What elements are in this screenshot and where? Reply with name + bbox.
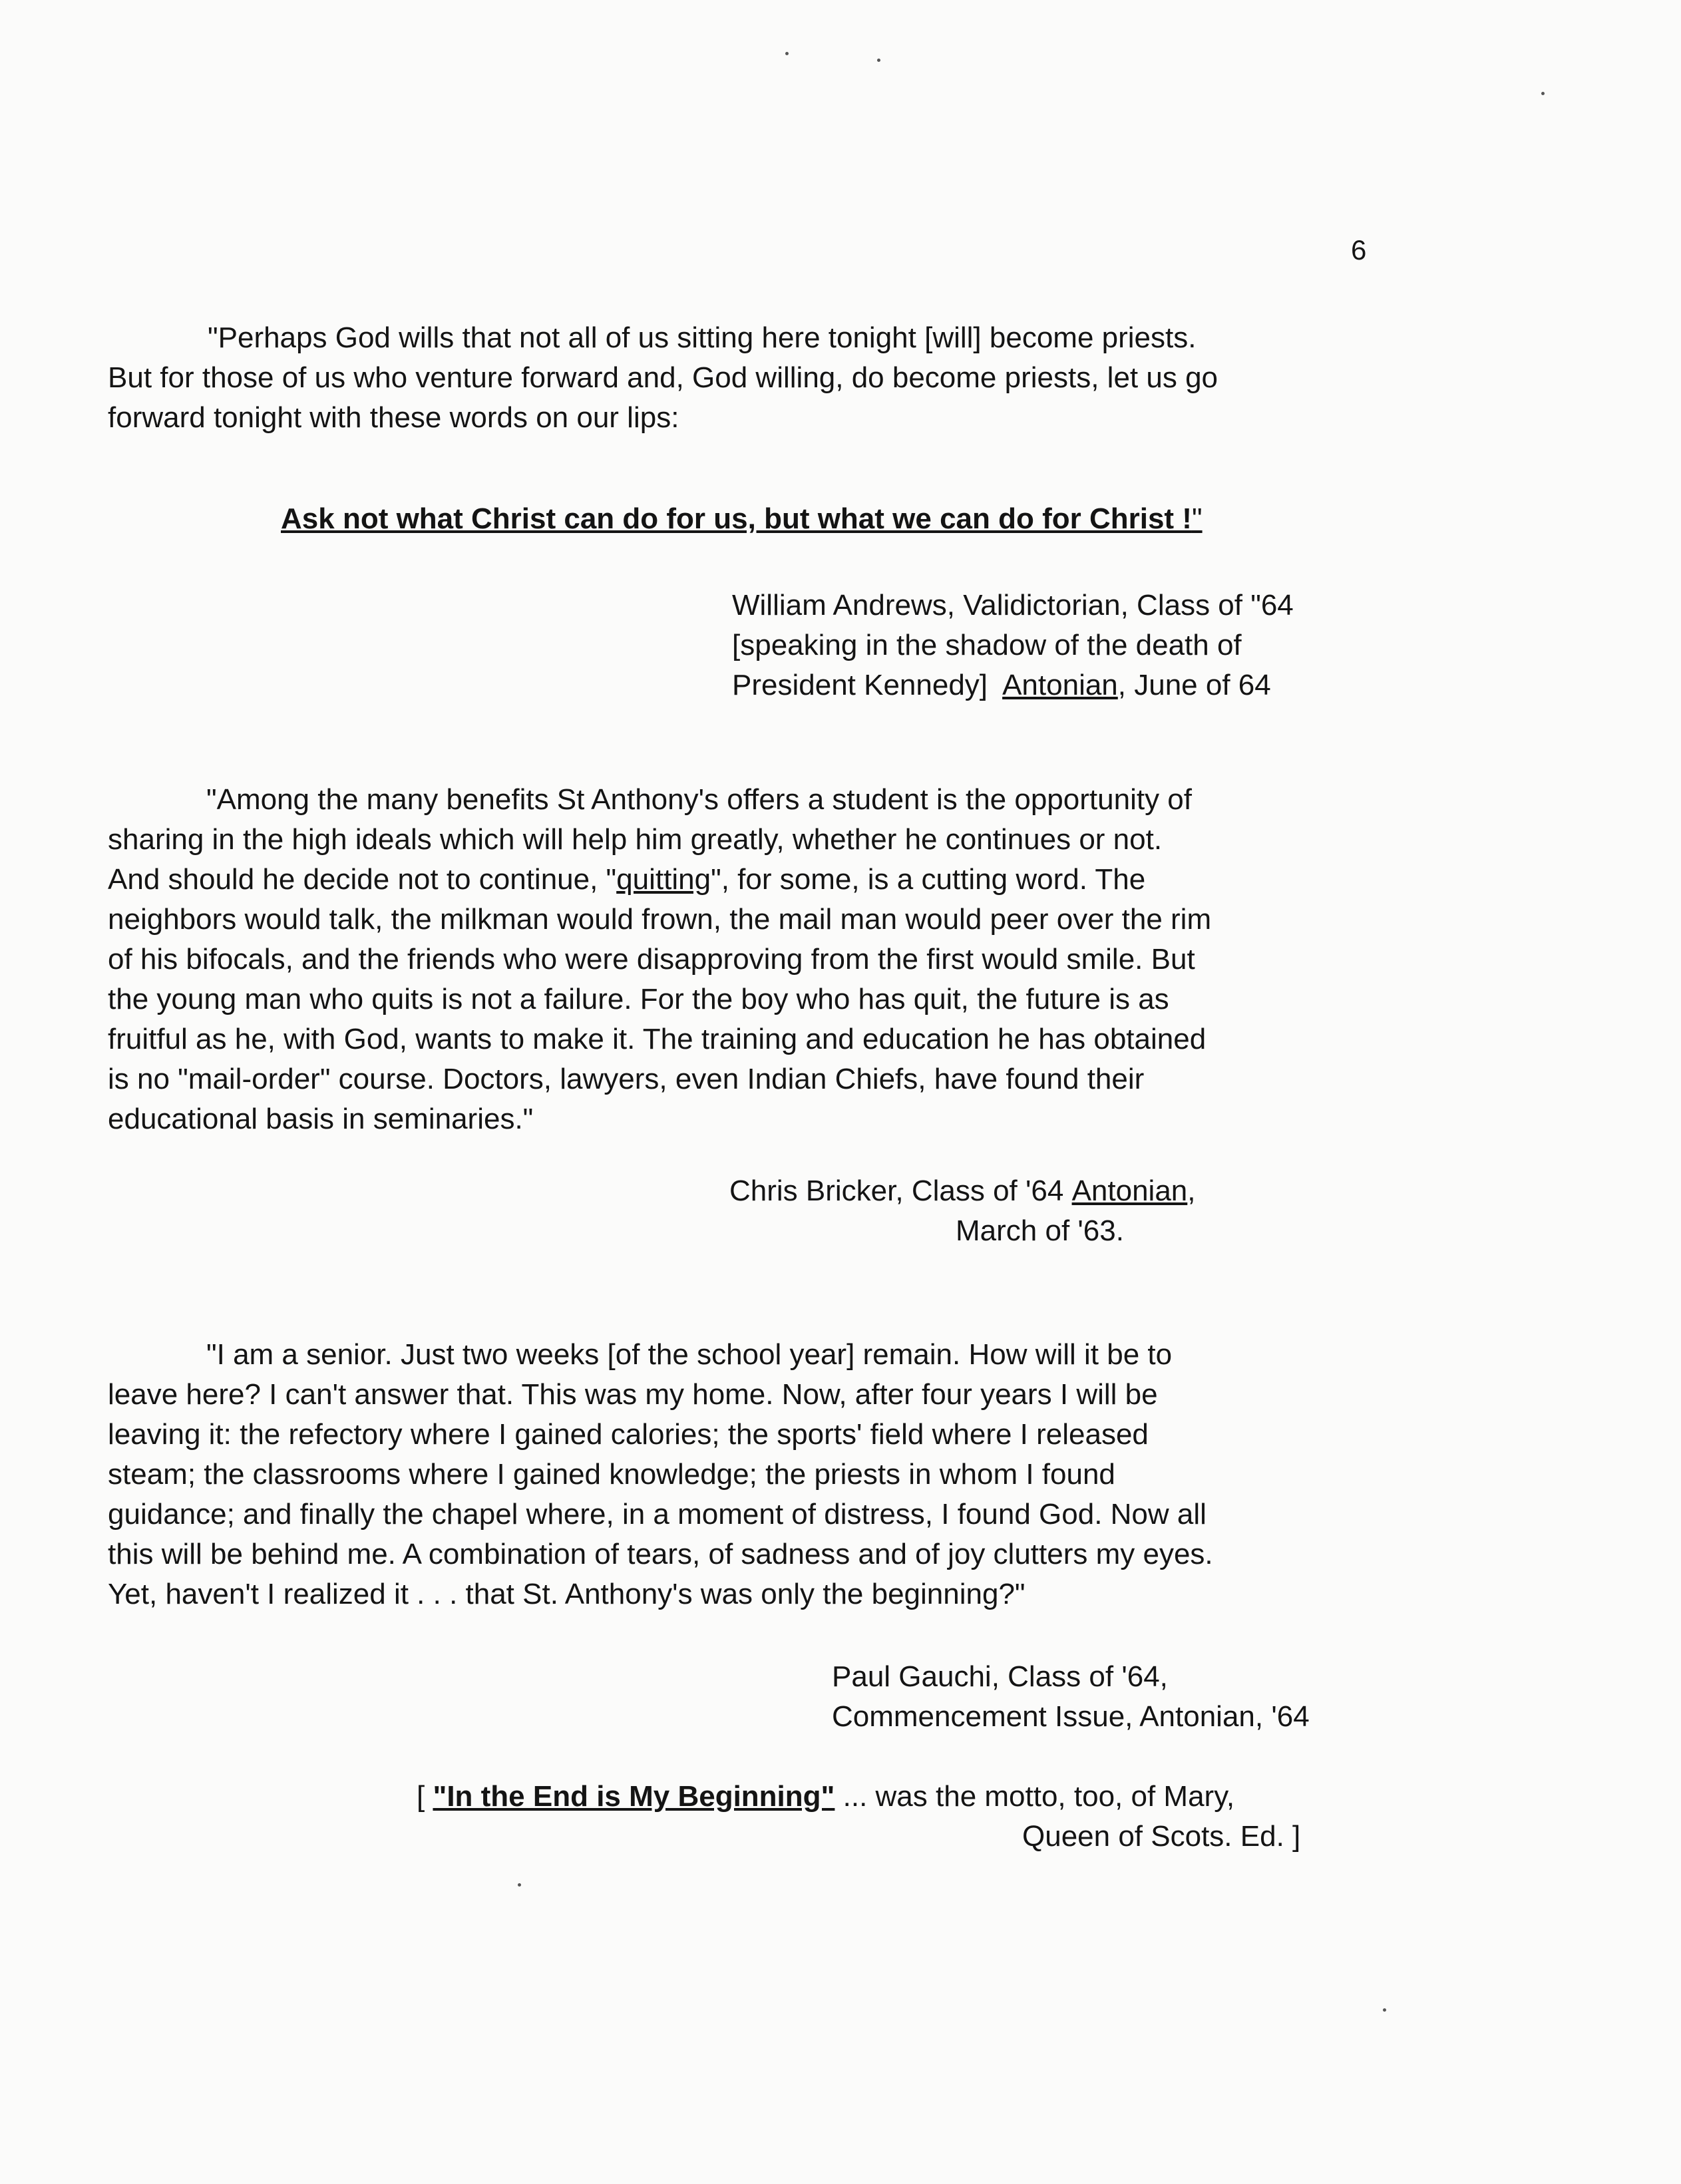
quote-3-line: guidance; and finally the chapel where, in a moment of distress, I found God. Now all bbox=[108, 1498, 1207, 1531]
quote-2-line: neighbors would talk, the milkman would frown, the mail man would peer over the rim bbox=[108, 903, 1212, 936]
attribution-line: Paul Gauchi, Class of '64, bbox=[832, 1660, 1168, 1693]
quote-1-paragraph bbox=[108, 318, 1452, 438]
quote-3-line: leave here? I can't answer that. This was my home. Now, after four years I will be bbox=[108, 1378, 1158, 1411]
editor-note-rest: ... was the motto, too, of Mary, bbox=[835, 1780, 1235, 1813]
quote-2-line bbox=[108, 860, 1452, 900]
quote-2-paragraph bbox=[108, 780, 1452, 1139]
kennedy-motto bbox=[281, 502, 1203, 536]
scan-speck bbox=[877, 59, 880, 62]
publication-name: Antonian bbox=[1002, 669, 1118, 701]
attribution-line: [speaking in the shadow of the death of bbox=[732, 629, 1242, 661]
scan-speck bbox=[518, 1883, 521, 1887]
quote-2-line: is no "mail-order" course. Doctors, lawyers, even Indian Chiefs, have found their bbox=[108, 1063, 1145, 1095]
quote-1-line: But for those of us who venture forward and, God willing, do become priests, let us go bbox=[108, 361, 1218, 394]
attribution-line: March of '63. bbox=[956, 1214, 1124, 1247]
quote-2-line: "Among the many benefits St Anthony's offers a student is the opportunity of bbox=[206, 783, 1192, 816]
quote-2-line: of his bifocals, and the friends who were disapproving from the first would smile. But bbox=[108, 943, 1195, 976]
motto-title: "In the End is My Beginning" bbox=[433, 1780, 835, 1813]
quote-3-line: this will be behind me. A combination of tears, of sadness and of joy clutters my eyes. bbox=[108, 1538, 1213, 1570]
quote-2-line: fruitful as he, with God, wants to make it. The training and education he has obtained bbox=[108, 1023, 1207, 1055]
quitting-word: quitting bbox=[616, 863, 711, 896]
attribution-line bbox=[732, 665, 1294, 705]
quote-3-paragraph bbox=[108, 1335, 1452, 1614]
attribution-line bbox=[729, 1171, 1196, 1211]
attribution-prefix: Chris Bricker, Class of '64 bbox=[729, 1175, 1064, 1207]
attribution-suffix: , June of 64 bbox=[1117, 669, 1271, 701]
quote-2-line-end: ", for some, is a cutting word. The bbox=[711, 863, 1146, 896]
quote-2-attribution bbox=[729, 1171, 1196, 1251]
quote-1-attribution bbox=[732, 586, 1294, 705]
attribution-prefix: President Kennedy] bbox=[732, 669, 988, 701]
editor-note-line bbox=[417, 1777, 1300, 1817]
quote-2-line: the young man who quits is not a failure. For the boy who has quit, the future is as bbox=[108, 983, 1169, 1015]
scan-speck bbox=[1383, 2008, 1386, 2012]
quote-3-line: "I am a senior. Just two weeks [of the school year] remain. How will it be to bbox=[206, 1338, 1173, 1371]
editor-note bbox=[417, 1777, 1300, 1857]
attribution-line: William Andrews, Validictorian, Class of "64 bbox=[732, 589, 1294, 622]
quote-1-line: "Perhaps God wills that not all of us sitting here tonight [will] become priests. bbox=[208, 321, 1197, 354]
quote-3-attribution bbox=[832, 1657, 1310, 1737]
page-number: 6 bbox=[1351, 234, 1367, 266]
quote-1-line: forward tonight with these words on our lips: bbox=[108, 401, 679, 434]
scan-speck bbox=[1541, 92, 1545, 95]
quote-3-line: steam; the classrooms where I gained knowledge; the priests in whom I found bbox=[108, 1458, 1115, 1491]
publication-name: Antonian bbox=[1071, 1175, 1188, 1207]
editor-note-line: Queen of Scots. Ed. ] bbox=[1022, 1820, 1301, 1853]
editor-note-open-bracket: [ bbox=[417, 1780, 433, 1813]
quote-3-line: leaving it: the refectory where I gained calories; the sports' field where I released bbox=[108, 1418, 1149, 1451]
attribution-suffix: , bbox=[1187, 1175, 1196, 1207]
kennedy-motto-close-quote: " bbox=[1191, 502, 1203, 535]
quote-2-line-start: And should he decide not to continue, " bbox=[108, 863, 617, 896]
quote-2-line: educational basis in seminaries." bbox=[108, 1103, 534, 1135]
quote-3-line: Yet, haven't I realized it . . . that St. Anthony's was only the beginning?" bbox=[108, 1578, 1026, 1610]
attribution-line: Commencement Issue, Antonian, '64 bbox=[832, 1700, 1310, 1733]
quote-2-line: sharing in the high ideals which will help him greatly, whether he continues or not. bbox=[108, 823, 1163, 856]
kennedy-motto-text: Ask not what Christ can do for us, but what we can do for Christ ! bbox=[281, 502, 1192, 535]
scan-speck bbox=[785, 52, 789, 55]
